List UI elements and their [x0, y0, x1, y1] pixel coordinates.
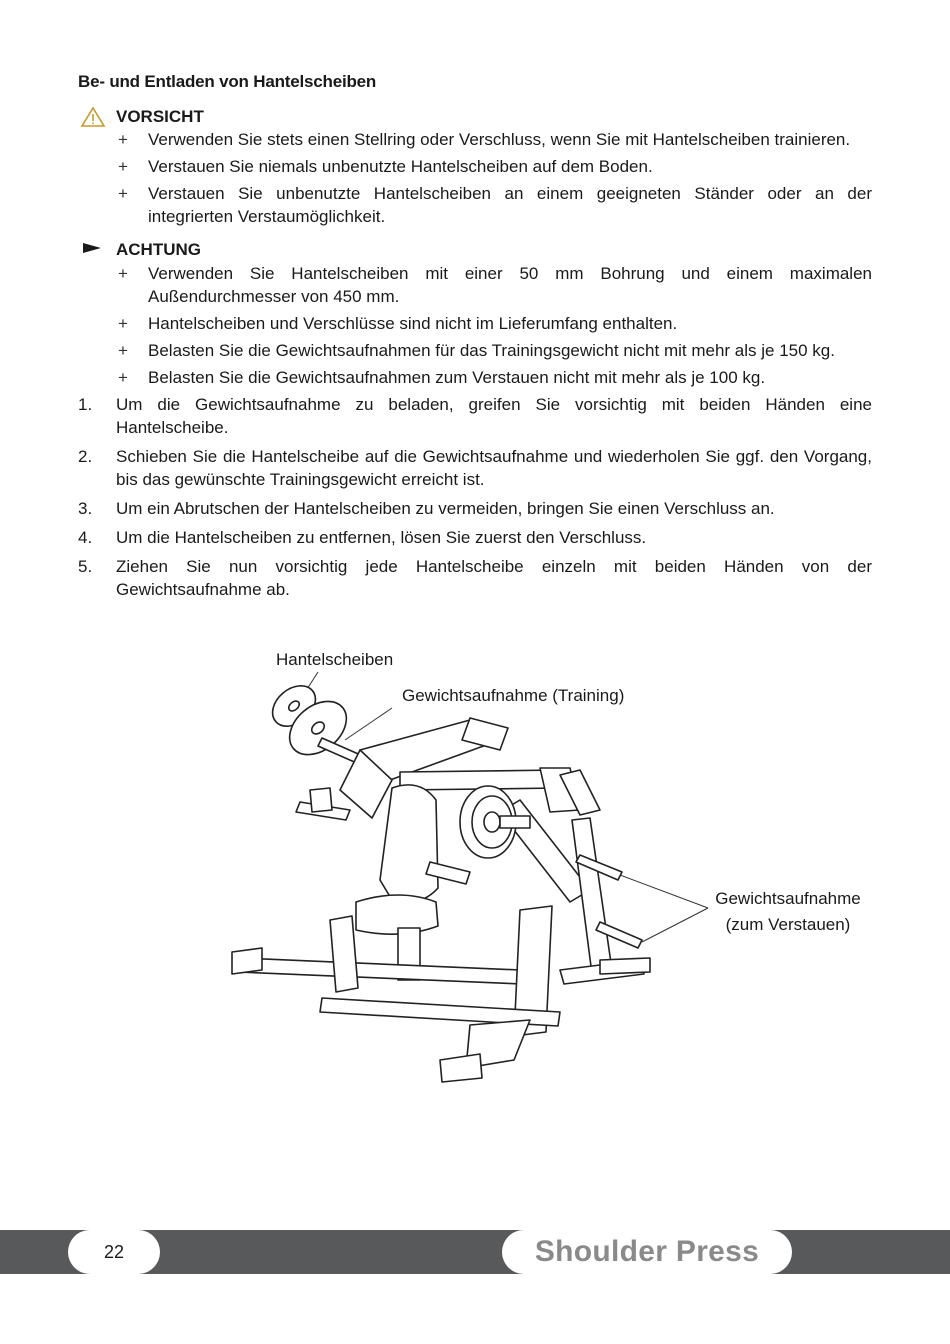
caution-list — [116, 128, 872, 232]
warning-triangle-icon — [80, 106, 106, 128]
caution-notice — [80, 106, 204, 128]
caution-title: VORSICHT — [116, 107, 204, 126]
step-item: 5. Ziehen Sie nun vorsichtig jede Hantelscheibe einzeln mit beiden Händen von der Gewichtsaufnahme ab. — [78, 557, 872, 599]
instruction-steps — [78, 393, 872, 607]
bullet-marker: + — [118, 341, 128, 360]
list-item: + Hantelscheiben und Verschlüsse sind nicht im Lieferumfang enthalten. — [116, 312, 872, 335]
step-item: 4. Um die Hantelscheiben zu entfernen, lösen Sie zuerst den Verschluss. — [78, 528, 647, 547]
bullet-marker: + — [118, 314, 128, 333]
label-weight-plates: Hantelscheiben — [276, 650, 394, 669]
step-item: 1. Um die Gewichtsaufnahme zu beladen, greifen Sie vorsichtig mit beiden Händen eine Hantelscheibe. — [78, 395, 872, 437]
attention-title: ACHTUNG — [116, 240, 201, 259]
bullet-marker: + — [118, 368, 128, 387]
section-heading: Be- und Entladen von Hantelscheiben — [78, 72, 377, 91]
shoulder-press-diagram — [0, 640, 950, 1100]
list-item: + Verstauen Sie unbenutzte Hantelscheiben an einem geeigneten Ständer oder an der integrierten Verstaumöglichkeit. — [116, 182, 872, 228]
pointer-arrow-icon — [80, 239, 106, 261]
list-item: + Verstauen Sie niemals unbenutzte Hantelscheiben auf dem Boden. — [116, 155, 872, 178]
page-number: 22 — [68, 1230, 160, 1274]
list-item: + Belasten Sie die Gewichtsaufnahmen zum Verstauen nicht mit mehr als je 100 kg. — [116, 366, 872, 389]
bullet-marker: + — [118, 264, 128, 283]
label-training-horn: Gewichtsaufnahme (Training) — [402, 686, 625, 705]
product-title: Shoulder Press — [502, 1230, 792, 1274]
attention-notice — [80, 239, 201, 261]
label-storage-horn-line2: (zum Verstauen) — [725, 915, 851, 934]
list-item: + Belasten Sie die Gewichtsaufnahmen für das Trainingsgewicht nicht mit mehr als je 150 kg. — [116, 339, 872, 362]
step-item: 3. Um ein Abrutschen der Hantelscheiben zu vermeiden, bringen Sie einen Verschluss an. — [78, 499, 775, 518]
label-storage-horn-line1: Gewichtsaufnahme — [715, 889, 861, 908]
attention-list — [116, 262, 872, 393]
list-item: + Verwenden Sie stets einen Stellring oder Verschluss, wenn Sie mit Hantelscheiben trainieren. — [116, 128, 872, 151]
bullet-marker: + — [118, 184, 128, 203]
bullet-marker: + — [118, 130, 128, 149]
step-item: 2. Schieben Sie die Hantelscheibe auf die Gewichtsaufnahme und wiederholen Sie ggf. den Vorgang, bis das gewünschte Trainingsgewicht erreicht ist. — [78, 447, 872, 489]
bullet-marker: + — [118, 157, 128, 176]
machine-frame — [232, 678, 650, 1082]
list-item: + Verwenden Sie Hantelscheiben mit einer 50 mm Bohrung und einem maximalen Außendurchmesser von 450 mm. — [116, 262, 872, 308]
